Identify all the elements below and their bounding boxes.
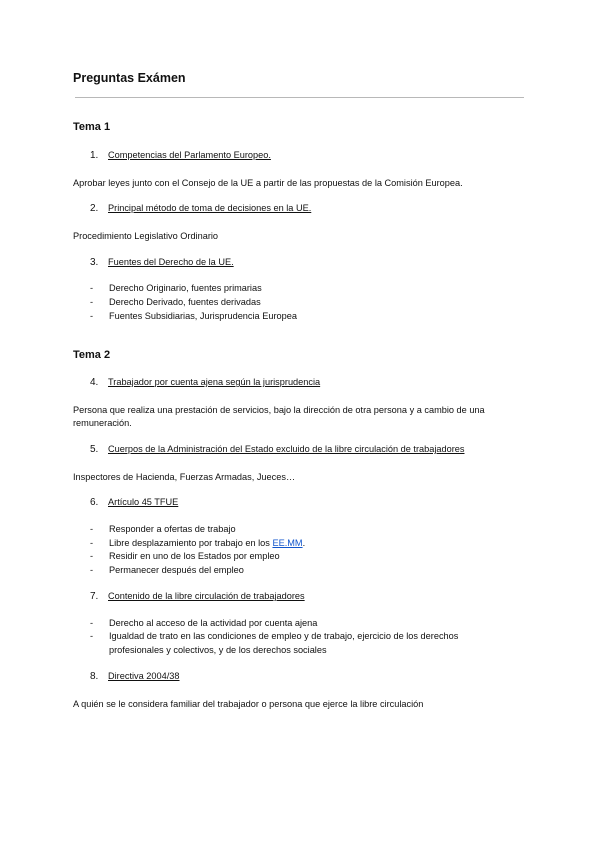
question-text: Trabajador por cuenta ajena según la jurisprudencia [108, 377, 321, 387]
answer-2: Procedimiento Legislativo Ordinario [73, 231, 219, 241]
answer-line: Persona que realiza una prestación de servicios, bajo la dirección de otra persona y a cambio de una [73, 405, 485, 415]
question-text: Contenido de la libre circulación de trabajadores [108, 591, 305, 601]
bullet-text: Responder a ofertas de trabajo [109, 524, 236, 534]
question-number: 6. [90, 497, 99, 508]
question-number: 7. [90, 591, 99, 602]
bullet-text: Derecho Originario, fuentes primarias [109, 283, 262, 293]
bullet-text: Derecho Derivado, fuentes derivadas [109, 297, 261, 307]
question-number: 5. [90, 444, 99, 455]
answer-8: A quién se le considera familiar del trabajador o persona que ejerce la libre circulación [73, 699, 424, 709]
question-number: 8. [90, 671, 99, 682]
bullet-text: Derecho al acceso de la actividad por cuenta ajena [109, 618, 318, 628]
question-text: Competencias del Parlamento Europeo. [108, 150, 271, 160]
bullet-item [90, 617, 317, 631]
bullet-item [90, 537, 305, 551]
question-7 [90, 591, 305, 602]
question-text: Directiva 2004/38 [108, 671, 180, 681]
bullet-text: Fuentes Subsidiarias, Jurisprudencia Europea [109, 311, 297, 321]
bullet-dash: - [90, 631, 94, 641]
bullet-item [90, 630, 458, 657]
answer-1: Aprobar leyes junto con el Consejo de la UE a partir de las propuestas de la Comisión Europea. [73, 178, 463, 188]
bullet-text-suffix: . [302, 538, 306, 548]
bullet-dash: - [90, 551, 94, 561]
bullet-text: Igualdad de trato en las condiciones de empleo y de trabajo, ejercicio de los derechos [109, 631, 459, 641]
question-number: 2. [90, 203, 99, 214]
bullet-item [90, 296, 261, 310]
section-heading-tema-2: Tema 2 [73, 349, 111, 361]
bullet-item [90, 564, 244, 578]
bullet-dash: - [90, 565, 94, 575]
question-text: Cuerpos de la Administración del Estado excluido de la libre circulación de trabajadores [108, 444, 465, 454]
question-1 [90, 150, 271, 161]
question-number: 1. [90, 150, 99, 161]
bullet-text: Permanecer después del empleo [109, 565, 244, 575]
question-text: Principal método de toma de decisiones en la UE. [108, 203, 312, 213]
bullet-text-continuation: profesionales y colectivos, y de los derechos sociales [109, 644, 327, 655]
bullet-dash: - [90, 538, 94, 548]
question-5 [90, 444, 464, 455]
bullet-dash: - [90, 283, 94, 293]
question-8 [90, 671, 180, 682]
question-text: Fuentes del Derecho de la UE. [108, 257, 234, 267]
question-text: Artículo 45 TFUE [108, 497, 179, 507]
bullet-item [90, 550, 280, 564]
bullet-item [90, 523, 236, 537]
bullet-text: Residir en uno de los Estados por empleo [109, 551, 280, 561]
answer-4 [73, 404, 533, 430]
question-2 [90, 203, 311, 214]
bullet-item [90, 310, 297, 324]
answer-line: remuneración. [73, 418, 132, 428]
question-3 [90, 257, 234, 268]
bullet-dash: - [90, 618, 94, 628]
bullet-dash: - [90, 524, 94, 534]
bullet-dash: - [90, 297, 94, 307]
question-number: 4. [90, 377, 99, 388]
section-heading-tema-1: Tema 1 [73, 121, 111, 133]
question-number: 3. [90, 257, 99, 268]
question-4 [90, 377, 320, 388]
answer-5: Inspectores de Hacienda, Fuerzas Armadas, Jueces… [73, 472, 296, 482]
bullet-text: Libre desplazamiento por trabajo en los [109, 538, 273, 548]
bullet-item [90, 282, 262, 296]
bullet-dash: - [90, 311, 94, 321]
question-6 [90, 497, 178, 508]
title-divider [75, 97, 524, 98]
document-title: Preguntas Exámen [73, 71, 186, 85]
ee-mm-link[interactable]: EE.MM [272, 538, 303, 548]
